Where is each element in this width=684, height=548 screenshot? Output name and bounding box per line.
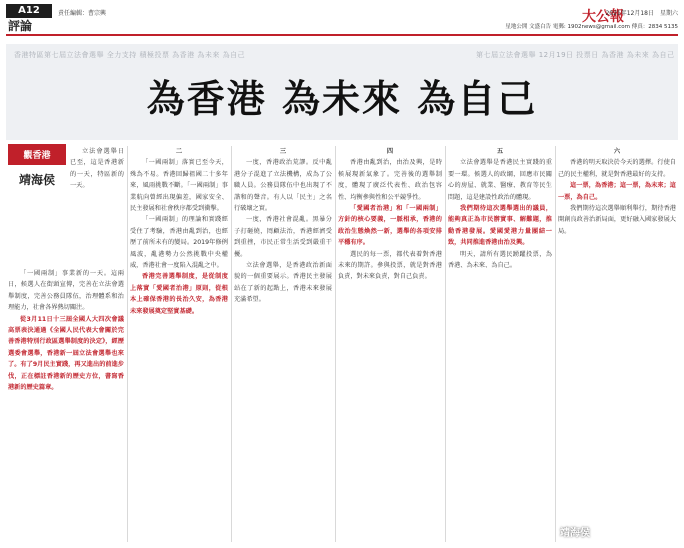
- page-badge: [6, 4, 52, 34]
- masthead: [6, 4, 678, 34]
- paragraph: 「一國兩制」落實已至今天，殊為不易。香港回歸祖國二十多年來，風雨挑戰不斷。「一國兩制」事業航向曾經出現偏差，國家安全、民主發展和社會秩序都受到衝擊。: [130, 159, 228, 213]
- column-divider: [127, 146, 128, 542]
- article-column-6: [558, 146, 676, 542]
- article-column-1: [70, 146, 124, 256]
- column-divider: [445, 146, 446, 542]
- paragraph: 我們期待這次選舉順利舉行，期待香港開創良政善治新局面，更好融入國家發展大局。: [558, 205, 676, 235]
- column-divider: [231, 146, 232, 542]
- newspaper-logo: 大公報: [582, 9, 624, 25]
- section-number: 四: [386, 148, 394, 155]
- banner-background-text-right: 第七屆立法會選舉 12月19日 投票日 為香港 為未來 為自己: [476, 51, 675, 59]
- column-divider: [555, 146, 556, 542]
- page-number: A12: [6, 4, 52, 18]
- column-divider: [335, 146, 336, 542]
- paragraph: 立法會選舉日已至，這是香港新的一天，特區新的一天。: [70, 148, 124, 190]
- masthead-rule: [6, 34, 678, 36]
- paragraph: 香港的明天取決於今天的選擇。行使自己的民主權利，就是對香港最好的支持。: [558, 159, 676, 178]
- paragraph: 「一國兩制」的理論和實踐經受住了考驗，香港由亂到治，也經歷了前所未有的變局。2019年修例風波，亂港勢力公然挑戰中央權威，香港社會一度陷入混亂之中。: [130, 216, 228, 270]
- section-number: 三: [279, 148, 287, 155]
- paragraph-highlight: 「愛國者治港」和「一國兩制」方針的核心要義，一脈相承，香港的政治生態煥然一新，選舉的各項安排平穩有序。: [338, 205, 442, 247]
- paragraph-highlight: 我們期待這次選舉選出的議員，能夠真正為市民辦實事、解難題，推動香港發展。愛國愛港力量團結一致，共同推進香港由治及興。: [448, 205, 552, 247]
- section-number: 六: [613, 148, 621, 155]
- contact-line: 星地公開 文盛白告 電郵: 1902news@gmail.com 傳真：2834 5135: [505, 24, 678, 30]
- byline: [8, 144, 66, 264]
- article-column-1b: [8, 268, 124, 542]
- paragraph-highlight: 從3月11日十三屆全國人大四次會議高票表決通過《全國人民代表大會關於完善香港特別行政區選舉制度的決定》，經歷選委會選舉，香港新一屆立法會選舉也來了。有了9月民主實踐，再又進出的前進步伐，正在標註香港新的歷史方位，書寫香港新的歷史篇章。: [8, 315, 124, 392]
- article-column-3: [234, 146, 332, 542]
- article-column-5: [448, 146, 552, 542]
- article-column-2: [130, 146, 228, 542]
- paragraph: 明天，請所有選民踴躍投票，為香港、為未來、為自己。: [448, 250, 552, 270]
- paragraph: 一度，香港政治荒謬。反中亂港分子混進了立法機構，成為了公職人員。公務員隊伍中也出現了不諧和的聲音。有人以「民主」之名行破壞之實。: [234, 159, 332, 213]
- section-number: 五: [496, 148, 504, 155]
- paragraph: 一度，香港社會混亂。黑暴分子打砸燒，罔顧法治，香港經濟受到重挫，市民正常生活受到嚴重干擾。: [234, 216, 332, 258]
- column-name: 觀香港: [8, 144, 66, 165]
- paragraph: 立法會選舉，是香港政治新面貌的一個重要展示。香港民主發展站在了新的起點上，香港未來發展充滿希望。: [234, 262, 332, 304]
- paragraph: 立法會選舉是香港民主實踐的重要一環。候選人的政綱，回應市民關心的房屋、就業、醫療、教育等民生問題，這是建設性政治的體現。: [448, 159, 552, 201]
- headline-banner: [6, 44, 678, 140]
- headline: 為香港 為未來 為自己: [146, 76, 538, 121]
- paragraph: 香港由亂到治，由治及興，是時候展現新氣象了。完善後的選舉制度，體現了廣泛代表性、政治包容性、均衡參與性和公平競爭性。: [338, 159, 442, 201]
- editors-credit: 責任編輯：曹宗興: [58, 10, 107, 17]
- author-name: 靖海侯: [18, 173, 55, 187]
- section-number: 二: [175, 148, 183, 155]
- paragraph: 「一國兩制」事業新的一天。這兩日，候選人在街頭宣傳，完善在立法會選舉制度，完善公務員隊伍，治理體系和治理能力，社會各界熱切關注。: [8, 270, 124, 312]
- issue-date: 2021年12月18日 星期六: [605, 10, 678, 17]
- banner-background-text-left: 香港特區第七屆立法會選舉 全力支持 積極投票 為香港 為未來 為自己: [14, 51, 246, 59]
- paragraph-highlight: 香港完善選舉制度，是從制度上落實「愛國者治港」原則，從根本上確保香港的長治久安，為香港未來發展奠定堅實基礎。: [130, 273, 228, 315]
- paragraph-highlight: 這一票，為香港；這一票，為未來；這一票，為自己。: [558, 182, 676, 201]
- section-label: 評論: [8, 19, 33, 33]
- watermark: 靖海侯: [560, 528, 590, 539]
- article-column-4: [338, 146, 442, 542]
- paragraph: 選民的每一票，都代表着對香港未來的期許。參與投票，就是對香港負責，對未來負責，對自己負責。: [338, 250, 442, 281]
